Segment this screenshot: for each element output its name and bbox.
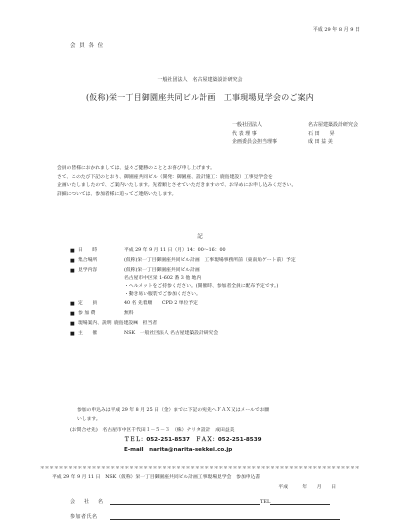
sender-role: 企画委員会担当理事 xyxy=(232,139,278,145)
tel-field[interactable] xyxy=(270,497,330,505)
square-bullet-icon: ■ xyxy=(70,331,75,338)
detail-value: 無料 xyxy=(124,311,134,317)
cut-line-stars: ＊＊＊＊＊＊＊＊＊＊＊＊＊＊＊＊＊＊＊＊＊＊＊＊＊＊＊＊＊＊＊＊＊＊＊＊＊＊＊＊＊＊＊＊＊＊＊＊＊＊＊＊＊＊＊＊＊＊＊＊＊＊＊＊＊＊＊＊ xyxy=(40,466,360,471)
location-sub: ・ヘルメットをご持参ください。(開催時、参加者全員に配布予定です。) xyxy=(124,283,279,289)
square-bullet-icon: ■ xyxy=(70,321,75,328)
body-paragraph: 企画いたしましたので、ご案内いたします。先着順とさせていただきますので、お早めにお申し込みください。 xyxy=(57,183,297,188)
participant-label: 参加者氏名 xyxy=(70,513,98,520)
sender-name: 名古屋建築設計研究会 xyxy=(308,122,359,128)
ki-heading: 記 xyxy=(197,234,203,240)
sender-line xyxy=(232,139,358,148)
detail-row xyxy=(70,246,296,256)
organization-header: 一般社団法人 名古屋建築設計研究会 xyxy=(157,77,243,83)
tel-label: TEL xyxy=(260,498,271,505)
sender-role: 一般社団法人 xyxy=(232,122,263,128)
detail-label: 日 時 xyxy=(78,248,98,253)
reply-form-header: 平成 29 年 9 月 11 日 NSK（仮称）栄一丁目御園座共同ビル計画工事現場見学会 参加申込書 xyxy=(52,475,261,480)
sender-role: 代 表 理 事 xyxy=(232,130,257,137)
detail-label: 参 加 費 xyxy=(78,311,96,317)
sender-line xyxy=(232,131,358,140)
note-line: 参加の申込みは平成 29 年 8 月 25 日（金）までに下記の宛先へＦＡＸ又はメールでお願 xyxy=(77,408,270,413)
detail-value: 40 名 先着順 CPD 2 単位予定 xyxy=(124,301,198,307)
body-paragraph: 会員の皆様におかれましては、益々ご健勝のこととお喜び申し上げます。 xyxy=(57,166,215,171)
square-bullet-icon: ■ xyxy=(70,301,75,308)
detail-row xyxy=(70,329,296,339)
location-sub: ・動き易い服装でご参加ください。 xyxy=(124,291,201,297)
detail-label: 定 員 xyxy=(78,301,98,307)
reply-date-line: 平成 年 月 日 xyxy=(278,485,336,490)
participant-row xyxy=(70,512,340,520)
square-bullet-icon: ■ xyxy=(70,267,75,274)
contact-block xyxy=(70,428,261,457)
detail-row xyxy=(70,266,296,276)
body-paragraph: さて、このたび下記のとおり、御園座共同ビル（開発：御園座、設計施工：鹿島建設）工事見学会を xyxy=(57,174,273,180)
detail-label: 現場案内、説明 xyxy=(78,321,112,327)
sender-line xyxy=(232,122,358,131)
application-note xyxy=(77,408,269,425)
addressee: 会 員 各 位 xyxy=(70,43,105,49)
detail-value: 平成 29 年 9 月 11 日（月）14：00～16：00 xyxy=(124,248,226,253)
location-sub: 名古屋市中区栄 1-602 番 3 他 地内 xyxy=(124,276,202,281)
detail-label: 集合場所 xyxy=(78,258,98,263)
detail-label: 見学内容 xyxy=(78,268,98,273)
sender-name: 成 田 益 美 xyxy=(308,139,333,145)
sender-block xyxy=(232,122,358,148)
detail-label: 主 催 xyxy=(78,331,98,337)
square-bullet-icon: ■ xyxy=(70,257,75,264)
company-row xyxy=(70,497,330,505)
event-details xyxy=(70,246,296,339)
document-date: 平成 29 年 8 月 9 日 xyxy=(312,27,360,33)
company-field[interactable] xyxy=(110,497,260,505)
detail-row xyxy=(70,299,296,309)
detail-value: (仮称)栄一丁目御園座共同ビル計画 工事現場事務所前（東南角ゲート前）予定 xyxy=(124,258,296,263)
contact-address: (お問合せ先) 名古屋市中区千代田１－５－３ （株）ナリタ設計 成田益美 xyxy=(70,428,235,433)
detail-value: 鹿島建設㈱ 担当者 xyxy=(114,321,158,327)
detail-value: NSK 一般社団法人 名古屋建築設計研究会 xyxy=(124,331,219,337)
contact-email: E-mail narita@narita-sekkei.co.jp xyxy=(124,447,233,453)
note-line: いします。 xyxy=(77,416,101,422)
company-label: 会 社 名 xyxy=(70,498,106,505)
body-text xyxy=(57,166,296,200)
detail-row xyxy=(70,319,296,329)
detail-row xyxy=(70,256,296,266)
square-bullet-icon: ■ xyxy=(70,247,75,254)
body-paragraph: 詳細については、参加者様に追ってご連絡いたします。 xyxy=(57,191,177,197)
detail-row xyxy=(70,309,296,319)
document-title: (仮称)栄一丁目御園座共同ビル計画 工事現場見学会のご案内 xyxy=(85,93,315,102)
participant-field[interactable] xyxy=(110,512,340,520)
contact-tel-fax: ＴＥＬ：052-251-8537 ＦＡＸ：052-251-8539 xyxy=(124,437,262,443)
square-bullet-icon: ■ xyxy=(70,311,75,318)
detail-value: (仮称)栄一丁目御園座共同ビル計画 xyxy=(124,268,200,273)
sender-name: 石 田 昇 xyxy=(308,130,335,137)
